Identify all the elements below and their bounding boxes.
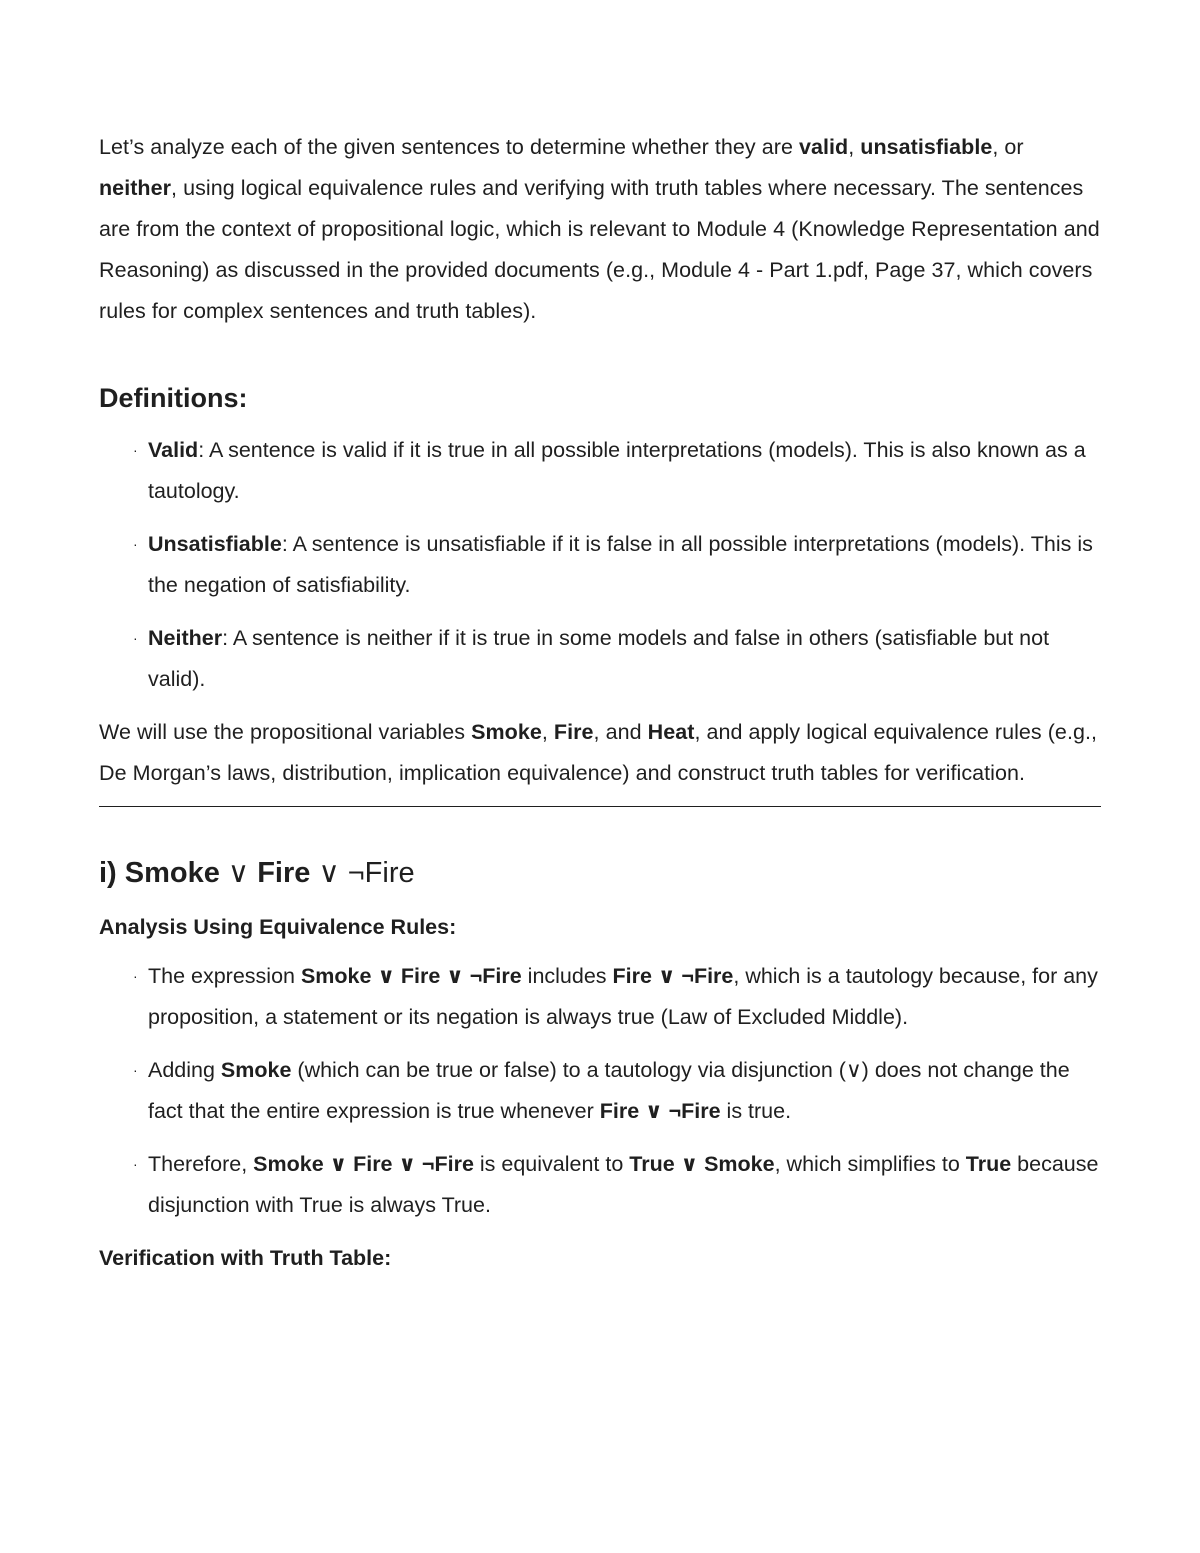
variables-paragraph: [99, 712, 1101, 794]
analysis-text: , which simplifies to: [774, 1152, 966, 1176]
bullet-dot: ·: [133, 968, 138, 984]
expression: Smoke ∨ Fire ∨ ¬Fire: [253, 1152, 474, 1176]
variable-heat: Heat: [647, 720, 695, 744]
definitions-heading: Definitions:: [99, 383, 248, 413]
analysis-list: [99, 956, 1101, 1226]
expression: Fire ∨ ¬Fire: [612, 964, 734, 988]
analysis-text: (which can be true or false) to a tautology via disjunction (∨) does not change the fact that the entire expression is true whenever: [148, 1058, 1070, 1123]
bullet-dot: ·: [133, 1062, 138, 1078]
or-operator: ∨: [219, 857, 258, 889]
analysis-heading: Analysis Using Equivalence Rules:: [99, 915, 457, 939]
expression: Fire ∨ ¬Fire: [599, 1099, 721, 1123]
bullet-dot: ·: [133, 1156, 138, 1172]
intro-text: ,: [848, 135, 861, 159]
section-label: i) Smoke: [99, 857, 220, 889]
variables-text: We will use the propositional variables: [99, 720, 472, 744]
bullet-dot: ·: [133, 630, 138, 646]
list-item: [133, 430, 1101, 512]
section-i-heading: [99, 853, 1101, 893]
variable-smoke: Smoke: [220, 1058, 292, 1082]
list-item: [133, 524, 1101, 606]
term-neither: neither: [99, 176, 172, 200]
negated-fire: ¬Fire: [347, 857, 415, 889]
list-item: [133, 618, 1101, 700]
variable-fire: Fire: [257, 857, 311, 889]
variables-text: , and apply logical equivalence rules (e.g., De Morgan’s laws, distribution, implication equivalence) and construct truth tables for verification.: [99, 720, 1098, 785]
intro-text: Let’s analyze each of the given sentences to determine whether they are: [99, 135, 799, 159]
expression: True ∨ Smoke: [629, 1152, 775, 1176]
list-item: [133, 956, 1101, 1038]
definitions-list: [99, 430, 1101, 700]
definition-term: Neither: [148, 626, 223, 650]
variable-fire: Fire: [553, 720, 594, 744]
variables-text: ,: [541, 720, 554, 744]
analysis-text: Therefore,: [148, 1152, 254, 1176]
analysis-text: Adding: [148, 1058, 221, 1082]
variables-text: , and: [593, 720, 648, 744]
analysis-text: is equivalent to: [473, 1152, 630, 1176]
analysis-text: The expression: [148, 964, 301, 988]
variable-smoke: Smoke: [471, 720, 542, 744]
analysis-text: includes: [521, 964, 613, 988]
horizontal-divider: [99, 806, 1101, 807]
definition-term: Unsatisfiable: [148, 532, 282, 556]
definition-text: : A sentence is neither if it is true in some models and false in others (satisfiable but not valid).: [148, 626, 1050, 691]
analysis-text: because disjunction with True is always True.: [148, 1152, 1099, 1217]
verification-heading: Verification with Truth Table:: [99, 1246, 392, 1270]
expression: Smoke ∨ Fire ∨ ¬Fire: [300, 964, 522, 988]
definition-text: : A sentence is valid if it is true in all possible interpretations (models). This is also known as a tautology.: [148, 438, 1086, 503]
definition-text: : A sentence is unsatisfiable if it is false in all possible interpretations (models). This is the negation of satisfiability.: [148, 532, 1093, 597]
definition-term: Valid: [148, 438, 199, 462]
value-true: True: [965, 1152, 1012, 1176]
analysis-text: is true.: [720, 1099, 792, 1123]
analysis-text: , which is a tautology because, for any proposition, a statement or its negation is always true (Law of Excluded Middle).: [148, 964, 1098, 1029]
or-operator: ∨: [310, 857, 348, 889]
term-unsatisfiable: unsatisfiable: [860, 135, 993, 159]
bullet-dot: ·: [133, 442, 138, 458]
list-item: [133, 1050, 1101, 1132]
bullet-dot: ·: [133, 536, 138, 552]
intro-text: , using logical equivalence rules and verifying with truth tables where necessary. The sentences are from the context of propositional logic, which is relevant to Module 4 (Knowledge Representation and Reasoning) as discussed in the provided documents (e.g., Module 4 - Part 1.pdf, Page 37, which covers rules for complex sentences and truth tables).: [99, 176, 1100, 323]
intro-text: , or: [992, 135, 1024, 159]
term-valid: valid: [799, 135, 849, 159]
intro-paragraph: [99, 127, 1101, 332]
list-item: [133, 1144, 1101, 1226]
